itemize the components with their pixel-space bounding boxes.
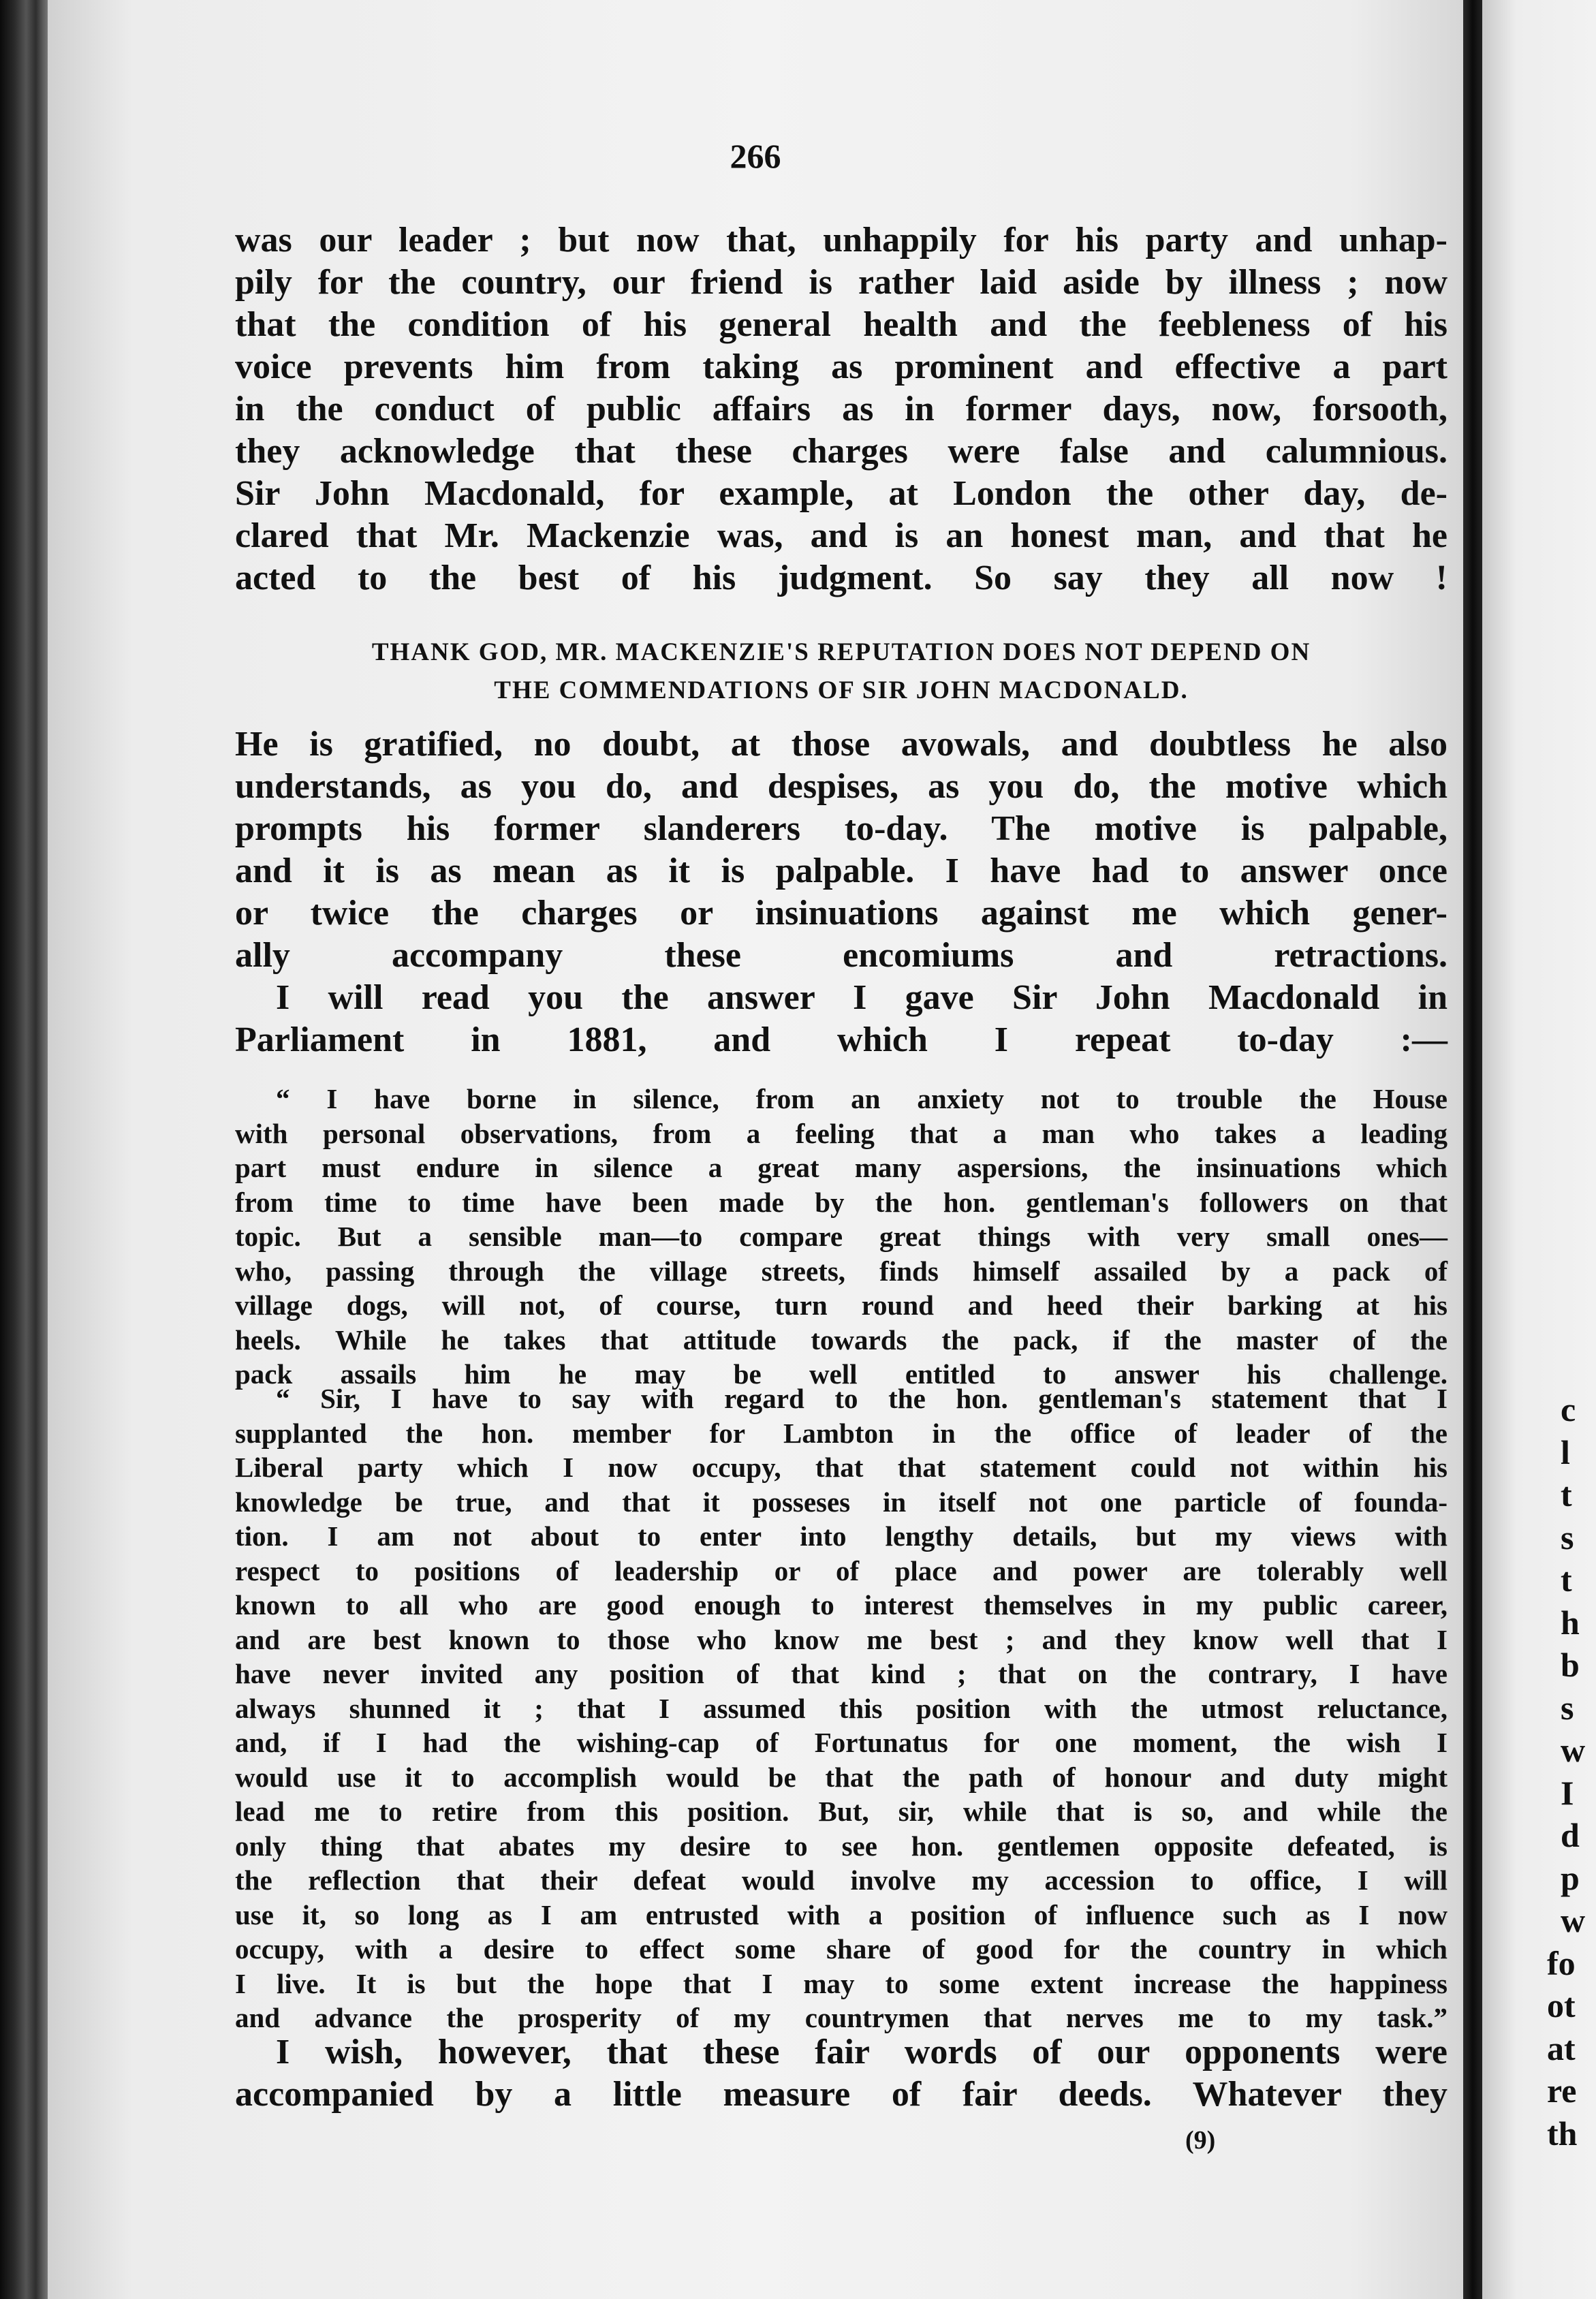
text-line: Sir John Macdonald, for example, at London the other day, de- [235,474,1448,513]
heading-line: THANK GOD, MR. MACKENZIE'S REPUTATION DOES NOT DEPEND ON [371,638,1311,666]
text-line: occupy, with a desire to effect some share of good for the country in which [235,1933,1448,1965]
text-line: “ Sir, I have to say with regard to the hon. gentleman's statement that I [276,1383,1448,1414]
text-line: always shunned it ; that I assumed this position with the utmost reluctance, [235,1692,1448,1724]
next-page-fragment: h [1561,1603,1580,1642]
text-line: knowledge be true, and that it posseses in itself not one particle of founda- [235,1486,1448,1518]
text-line: topic. But a sensible man—to compare great things with very small ones— [235,1221,1448,1252]
next-page-fragment: w [1561,1901,1586,1939]
text-line: tion. I am not about to enter into lengthy details, but my views with [235,1520,1448,1552]
text-line: or twice the charges or insinuations against me which gener- [235,894,1448,933]
text-line: clared that Mr. Mackenzie was, and is an honest man, and that he [235,516,1448,555]
text-line: village dogs, will not, of course, turn round and heed their barking at his [235,1289,1448,1321]
text-line: I will read you the answer I gave Sir John Macdonald in [276,978,1448,1017]
next-page-fragment: t [1561,1475,1572,1514]
quotation-paragraph-1 [235,1082,1448,1392]
next-page-fragment: l [1561,1433,1570,1471]
text-line: pily for the country, our friend is rather laid aside by illness ; now [235,263,1448,302]
paragraph-1 [235,219,1448,599]
book-page [48,0,1463,2299]
next-page-fragment: b [1561,1646,1580,1684]
text-line: would use it to accomplish would be that the path of honour and duty might [235,1761,1448,1793]
paragraph-4 [235,2031,1448,2116]
text-line: acted to the best of his judgment. So say they all now ! [235,559,1448,597]
text-line: supplanted the hon. member for Lambton in the office of leader of the [235,1417,1448,1449]
next-page-fragment: s [1561,1688,1574,1727]
next-page-edge [1482,0,1596,2299]
text-line: and it is as mean as it is palpable. I have had to answer once [235,851,1448,890]
text-line: they acknowledge that these charges were false and calumnious. [235,432,1448,471]
next-page-fragment: fo [1547,1943,1576,1982]
text-line: with personal observations, from a feeling that a man who takes a leading [235,1117,1448,1149]
text-line: from time to time have been made by the hon. gentleman's followers on that [235,1186,1448,1218]
text-line: I live. It is but the hope that I may to some extent increase the happiness [235,1967,1448,1999]
text-line: and, if I had the wishing-cap of Fortunatus for one moment, the wish I [235,1727,1448,1758]
book-left-edge [0,0,48,2299]
heading-line: THE COMMENDATIONS OF SIR JOHN MACDONALD. [494,676,1189,704]
text-line: lead me to retire from this position. But, sir, while that is so, and while the [235,1796,1448,1827]
text-line: respect to positions of leadership or of place and power are tolerably well [235,1554,1448,1586]
book-gutter [1463,0,1482,2299]
next-page-fragment: p [1561,1858,1580,1897]
text-line: I wish, however, that these fair words of our opponents were [276,2033,1448,2071]
text-line: pack assails him he may be well entitled to answer his challenge. [235,1358,1448,1390]
next-page-fragment: s [1561,1518,1574,1557]
text-line: heels. While he takes that attitude towards the pack, if the master of the [235,1324,1448,1356]
text-line: was our leader ; but now that, unhappily for his party and unhap- [235,221,1448,260]
quotation-paragraph-2 [235,1381,1448,2035]
text-line: Liberal party which I now occupy, that that statement could not within his [235,1452,1448,1483]
next-page-fragment: re [1547,2071,1577,2110]
text-line: part must endure in silence a great many aspersions, the insinuations which [235,1152,1448,1183]
text-line: understands, as you do, and despises, as you do, the motive which [235,767,1448,806]
text-line: the reflection that their defeat would involve my accession to office, I will [235,1864,1448,1896]
text-line: in the conduct of public affairs as in former days, now, forsooth, [235,390,1448,428]
paragraph-3 [235,977,1448,1061]
next-page-fragment: t [1561,1561,1572,1599]
paragraph-2 [235,723,1448,977]
text-line: He is gratified, no doubt, at those avowals, and doubtless he also [235,725,1448,764]
text-line: accompanied by a little measure of fair deeds. Whatever they [235,2075,1448,2114]
text-line: and advance the prosperity of my countrymen that nerves me to my task.” [235,2002,1448,2033]
text-line: “ I have borne in silence, from an anxiety not to trouble the House [276,1083,1448,1114]
signature-mark: (9) [1185,2126,1216,2155]
text-line: have never invited any position of that kind ; that on the contrary, I have [235,1658,1448,1689]
next-page-fragment: I [1561,1773,1574,1812]
section-heading [235,634,1448,710]
next-page-fragment: w [1561,1731,1586,1769]
text-line: who, passing through the village streets, finds himself assailed by a pack of [235,1255,1448,1287]
text-line: use it, so long as I am entrusted with a position of influence such as I now [235,1898,1448,1930]
text-line: voice prevents him from taking as prominent and effective a part [235,347,1448,386]
text-line: known to all who are good enough to interest themselves in my public career, [235,1589,1448,1621]
next-page-fragment: th [1547,2114,1578,2153]
text-line: that the condition of his general health and the feebleness of his [235,305,1448,344]
next-page-fragment: at [1547,2029,1576,2067]
next-page-fragment: ot [1547,1986,1576,2024]
next-page-fragment: c [1561,1390,1576,1428]
next-page-fragment: d [1561,1816,1580,1854]
page-number: 266 [730,137,781,175]
text-line: and are best known to those who know me best ; and they know well that I [235,1623,1448,1655]
text-line: prompts his former slanderers to-day. The motive is palpable, [235,809,1448,848]
text-line: Parliament in 1881, and which I repeat to-day :— [235,1020,1448,1059]
text-line: ally accompany these encomiums and retractions. [235,936,1448,975]
text-line: only thing that abates my desire to see hon. gentlemen opposite defeated, is [235,1830,1448,1862]
